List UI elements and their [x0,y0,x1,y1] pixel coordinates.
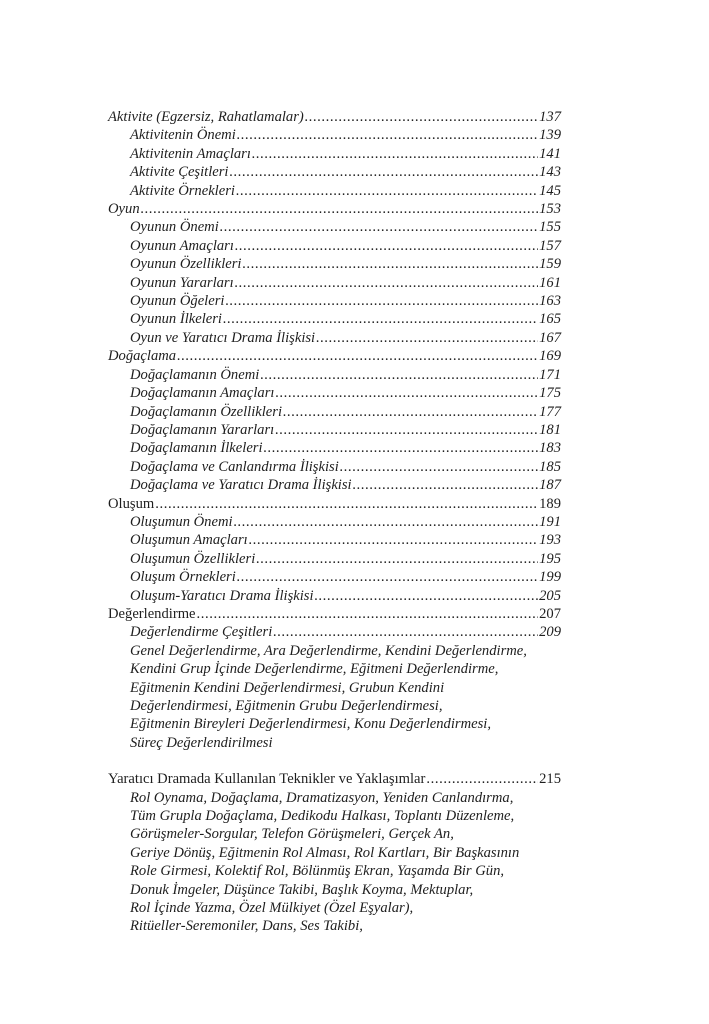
toc-entry[interactable] [108,310,561,328]
dot-leader [197,605,539,623]
dot-leader [177,347,538,365]
dot-leader [225,292,538,310]
toc-entry[interactable] [108,458,561,476]
dot-leader [237,568,538,586]
toc-entry-techniques[interactable] [108,770,561,788]
description-line: Eğitmenin Bireyleri Değerlendirmesi, Konu Değerlendirmesi, [130,716,491,733]
dot-leader [155,495,538,513]
toc-entry-label: Oluşumun Önemi [130,513,233,530]
toc-entry-label: Doğaçlamanın Yararları [130,421,275,438]
dot-leader [305,108,538,126]
toc-entry-page: 157 [539,237,561,254]
dot-leader [340,458,538,476]
toc-entry-page: 193 [539,532,561,549]
toc-entry-label: Oyunun Amaçları [130,237,234,254]
dot-leader [236,182,538,200]
toc-entry[interactable] [108,476,561,494]
toc-entry-page: 207 [539,605,561,622]
toc-entry-page: 181 [539,421,561,438]
dot-leader [229,163,538,181]
dot-leader [220,218,538,236]
dot-leader [223,310,538,328]
toc-entry-page: 187 [539,477,561,494]
dot-leader [141,200,538,218]
toc-entry-label: Oluşum [108,495,155,512]
description-line: Genel Değerlendirme, Ara Değerlendirme, Kendini Değerlendirme, [130,642,527,659]
toc-entry-label: Oluşum Örnekleri [130,569,236,586]
dot-leader [275,384,538,402]
toc-entry-label: Değerlendirme Çeşitleri [130,624,273,641]
toc-entry[interactable] [108,200,561,218]
description-line: Kendini Grup İçinde Değerlendirme, Eğitmeni Değerlendirme, [130,661,499,678]
toc-entry-label: Doğaçlama [108,348,177,365]
toc-entry-page: 137 [539,109,561,125]
toc-entry[interactable] [108,568,561,586]
section-spacer [108,752,561,770]
dot-leader [260,366,538,384]
toc-entry-label: Aktivite Çeşitleri [130,164,229,181]
toc-entry-page: 155 [539,219,561,236]
toc-entry-page: 199 [539,569,561,586]
toc-entry[interactable] [108,550,561,568]
toc-entry[interactable] [108,218,561,236]
toc-entry[interactable] [108,329,561,347]
toc-entry-label: Yaratıcı Dramada Kullanılan Teknikler ve Yaklaşımlar [108,771,426,788]
toc-entry[interactable] [108,108,561,126]
toc-entry[interactable] [108,237,561,255]
toc-entry-label: Aktivite Örnekleri [130,182,235,199]
toc-entry-label: Doğaçlamanın Önemi [130,366,260,383]
toc-entry-label: Oluşumun Amaçları [130,532,248,549]
toc-entry[interactable] [108,513,561,531]
description-line: Ritüeller-Seremoniler, Dans, Ses Takibi, [130,918,363,935]
dot-leader [283,403,538,421]
toc-entry-label: Aktivite (Egzersiz, Rahatlamalar) [108,109,304,125]
toc-entry-page: 191 [539,513,561,530]
dot-leader [249,531,538,549]
toc-entry-label: Aktivitenin Amaçları [130,145,251,162]
description-line: Eğitmenin Kendini Değerlendirmesi, Grubun Kendini [130,679,445,696]
toc-entry-page: 183 [539,440,561,457]
toc-entry-label: Oyun [108,201,140,218]
toc-entry-page: 209 [539,624,561,641]
dot-leader [252,145,538,163]
toc-entry-page: 139 [539,127,561,144]
toc-entry[interactable] [108,366,561,384]
toc-entry-page: 195 [539,550,561,567]
dot-leader [256,550,538,568]
toc-entry[interactable] [108,292,561,310]
dot-leader [237,126,538,144]
dot-leader [426,770,538,788]
evaluation-description [108,642,561,752]
toc-entry-label: Aktivitenin Önemi [130,127,236,144]
description-line: Role Girmesi, Kolektif Rol, Bölünmüş Ekran, Yaşamda Bir Gün, [130,863,505,880]
dot-leader [235,237,538,255]
toc-entry[interactable] [108,274,561,292]
toc-entry[interactable] [108,495,561,513]
toc-entry-page: 153 [539,201,561,218]
toc-entry-page: 145 [539,182,561,199]
toc-entry-label: Değerlendirme [108,605,196,622]
toc-entry-page: 189 [539,495,561,512]
dot-leader [316,329,538,347]
toc-entry-page: 167 [539,329,561,346]
toc-entry-label: Oluşumun Özellikleri [130,550,256,567]
toc-entry-page: 143 [539,164,561,181]
toc-entry-label: Doğaçlama ve Yaratıcı Drama İlişkisi [130,477,352,494]
toc-entry-page: 205 [539,587,561,604]
toc-entry-page: 163 [539,293,561,310]
toc-entry-page: 171 [539,366,561,383]
toc-entry-page: 141 [539,145,561,162]
description-line: Geriye Dönüş, Eğitmenin Rol Alması, Rol Kartları, Bir Başkasının [130,844,520,861]
toc-entry[interactable] [108,145,561,163]
toc-entry-label: Doğaçlama ve Canlandırma İlişkisi [130,458,339,475]
toc-entry[interactable] [108,439,561,457]
toc-entry-page: 185 [539,458,561,475]
toc-entry[interactable] [108,163,561,181]
description-line: Tüm Grupla Doğaçlama, Dedikodu Halkası, Toplantı Düzenleme, [130,808,515,825]
toc-entry[interactable] [108,384,561,402]
toc-entry-page: 169 [539,348,561,365]
dot-leader [234,513,539,531]
dot-leader [264,439,539,457]
table-of-contents [108,108,561,936]
dot-leader [353,476,539,494]
toc-entry-page: 159 [539,256,561,273]
dot-leader [273,623,538,641]
toc-entry-page: 175 [539,385,561,402]
toc-entry[interactable] [108,347,561,365]
toc-entry[interactable] [108,126,561,144]
description-line: Donuk İmgeler, Düşünce Takibi, Başlık Koyma, Mektuplar, [130,881,474,898]
toc-entry-label: Oyunun Öğeleri [130,293,225,310]
description-line: Rol Oynama, Doğaçlama, Dramatizasyon, Yeniden Canlandırma, [130,789,514,806]
toc-entry-label: Doğaçlamanın Özellikleri [130,403,282,420]
toc-entry[interactable] [108,587,561,605]
toc-entry[interactable] [108,255,561,273]
description-line: Rol İçinde Yazma, Özel Mülkiyet (Özel Eşyalar), [130,900,414,917]
toc-entry-label: Oyunun Özellikleri [130,256,242,273]
dot-leader [315,587,539,605]
toc-entry-label: Oyunun Yararları [130,274,234,291]
dot-leader [275,421,538,439]
toc-entry-page: 215 [539,771,561,788]
description-line: Görüşmeler-Sorgular, Telefon Görüşmeleri, Gerçek An, [130,826,454,843]
description-line: Değerlendirmesi, Eğitmenin Grubu Değerlendirmesi, [130,698,443,714]
toc-entry-label: Oluşum-Yaratıcı Drama İlişkisi [130,587,314,604]
toc-entry-label: Oyun ve Yaratıcı Drama İlişkisi [130,329,316,346]
toc-entry[interactable] [108,605,561,623]
toc-entry-label: Doğaçlamanın İlkeleri [130,440,263,457]
description-line: Süreç Değerlendirilmesi [130,734,273,751]
toc-entry-label: Oyunun İlkeleri [130,311,222,328]
toc-entry[interactable] [108,531,561,549]
toc-entries [108,108,561,642]
toc-entry-label: Doğaçlamanın Amaçları [130,385,275,402]
toc-entry-page: 177 [539,403,561,420]
toc-entry[interactable] [108,182,561,200]
toc-entry-page: 161 [539,274,561,291]
toc-entry-page: 165 [539,311,561,328]
toc-entry-label: Oyunun Önemi [130,219,219,236]
toc-entry[interactable] [108,421,561,439]
techniques-description [108,789,561,936]
dot-leader [235,274,538,292]
dot-leader [242,255,538,273]
toc-entry[interactable] [108,403,561,421]
toc-entry[interactable] [108,623,561,641]
